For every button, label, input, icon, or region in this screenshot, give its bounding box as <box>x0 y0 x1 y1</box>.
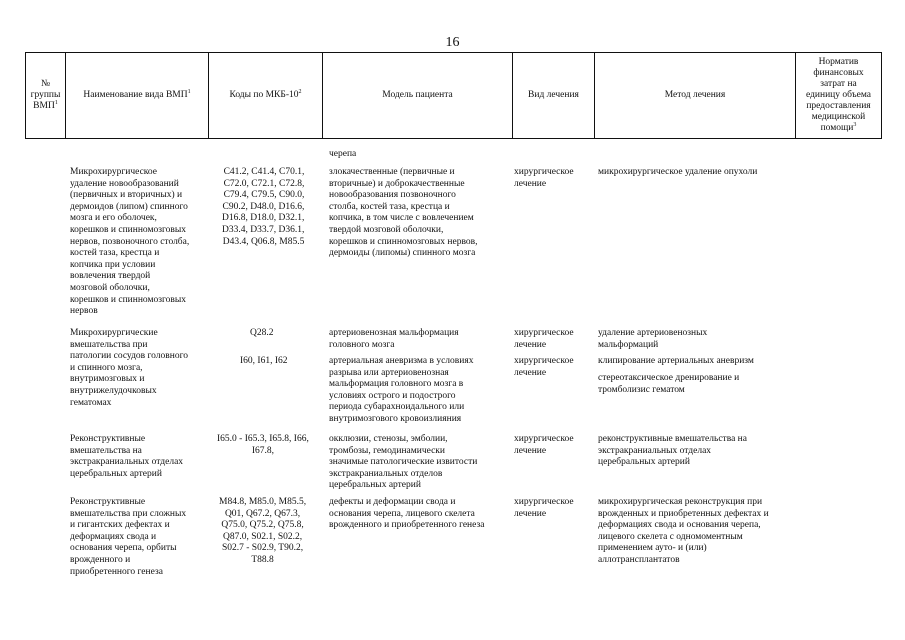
row4-model: дефекты и деформации свода и основания черепа, лицевого скелета врожденного и приобретенного генеза <box>329 497 485 531</box>
row2-icd-a: Q28.2 <box>250 328 274 338</box>
row1-icd: C41.2, C41.4, C70.1, C72.0, C72.1, C72.8, C79.4, C79.5, C90.0, C90.2, D48.0, D16.6, D16.8, D18.0, D32.1, D33.4, D33.7, D36.1, D43.4, Q06.8, M85.5 <box>222 167 305 247</box>
row1-type: хирургическое лечение <box>514 167 574 189</box>
row3-method: реконструктивные вмешательства на экстракраниальных отделах церебральных артерий <box>598 434 747 468</box>
row3-type: хирургическое лечение <box>514 434 574 456</box>
row3-name: Реконструктивные вмешательства на экстракраниальных отделах церебральных артерий <box>70 434 184 479</box>
row2-model-b: артериальная аневризма в условиях разрыва или артериовенозная мальформация головного мозга в условиях острого и подострого периода субарахноидального или внутримозгового кровоизлияния <box>329 356 474 424</box>
header-bottom-rule <box>25 138 882 139</box>
row2-method-a: удаление артериовенозных мальформаций <box>598 328 708 350</box>
row2-type-a: хирургическое лечение <box>514 328 574 350</box>
row2-model-a: артериовенозная мальформация головного мозга <box>329 328 459 350</box>
header-vmp-name: Наименование вида ВМП$^1$ <box>83 88 191 100</box>
row4-name: Реконструктивные вмешательства при сложных и гигантских дефектах и деформациях свода и основания черепа, орбиты врожденного и приобретенного генеза <box>70 497 187 577</box>
row1-method: микрохирургическое удаление опухоли <box>598 167 758 177</box>
row2-icd-b: I60, I61, I62 <box>240 356 288 366</box>
row4-icd: M84.8, M85.0, M85.5, Q01, Q67.2, Q67.3, Q75.0, Q75.2, Q75.8, Q87.0, S02.1, S02.2, S02.7 - S02.9, T90.2, T88.8 <box>219 497 307 565</box>
row4-method: микрохирургическая реконструкция при врожденных и приобретенных дефектах и деформациях свода и основания черепа, лицевого скелета с одномоментным применением ауто- и (или) аллотрансплантатов <box>598 497 769 565</box>
row2-method-b1: клипирование артериальных аневризм <box>598 356 754 366</box>
row2-method-b2: стереотаксическое дренирование и тромболизис гематом <box>598 373 740 395</box>
row1-model: злокачественные (первичные и вторичные) и доброкачественные новообразования позвоночного столба, костей таза, крестца и копчика, в том числе с вовлечением твердой мозговой оболочки, корешков и спинномозговых нервов, дермоиды (липомы) спинного мозга <box>329 167 478 259</box>
header-icd-codes: Коды по МКБ-$10^2$ <box>229 88 302 100</box>
header-treatment-type: Вид лечения <box>528 89 579 100</box>
header-cost-norm: Норматив финансовых затрат на единицу объема предоставления медицинской помощи$^3$ <box>805 56 872 133</box>
row4-type: хирургическое лечение <box>514 497 574 519</box>
page-number: 16 <box>445 35 460 50</box>
header-group-no: № группы ВМП$^1$ <box>30 78 61 111</box>
header-patient-model: Модель пациента <box>382 89 453 100</box>
header-treatment-method: Метод лечения <box>664 89 726 100</box>
row3-icd: I65.0 - I65.3, I65.8, I66, I67.8, <box>217 434 309 456</box>
row3-model: окклюзии, стенозы, эмболии, тромбозы, гемодинамически значимые патологические извитости экстракраниальных отделов церебральных артерий <box>329 434 478 491</box>
carry-over-model: черепа <box>329 149 357 159</box>
col-divider <box>881 52 882 138</box>
row1-name: Микрохирургическое удаление новообразований (первичных и вторичных) и дермоидов (липом) спинного мозга и его оболочек, корешков и спинномозговых нервов, позвоночного столба, костей таза, крестца и копчика при условии вовлечения твердой мозговой оболочки, корешков и спинномозговых нервов <box>70 167 190 317</box>
row2-type-b: хирургическое лечение <box>514 356 574 378</box>
row2-name: Микрохирургические вмешательства при патологии сосудов головного и спинного мозга, внутримозговых и внутрижелудочковых гематомах <box>70 328 189 408</box>
